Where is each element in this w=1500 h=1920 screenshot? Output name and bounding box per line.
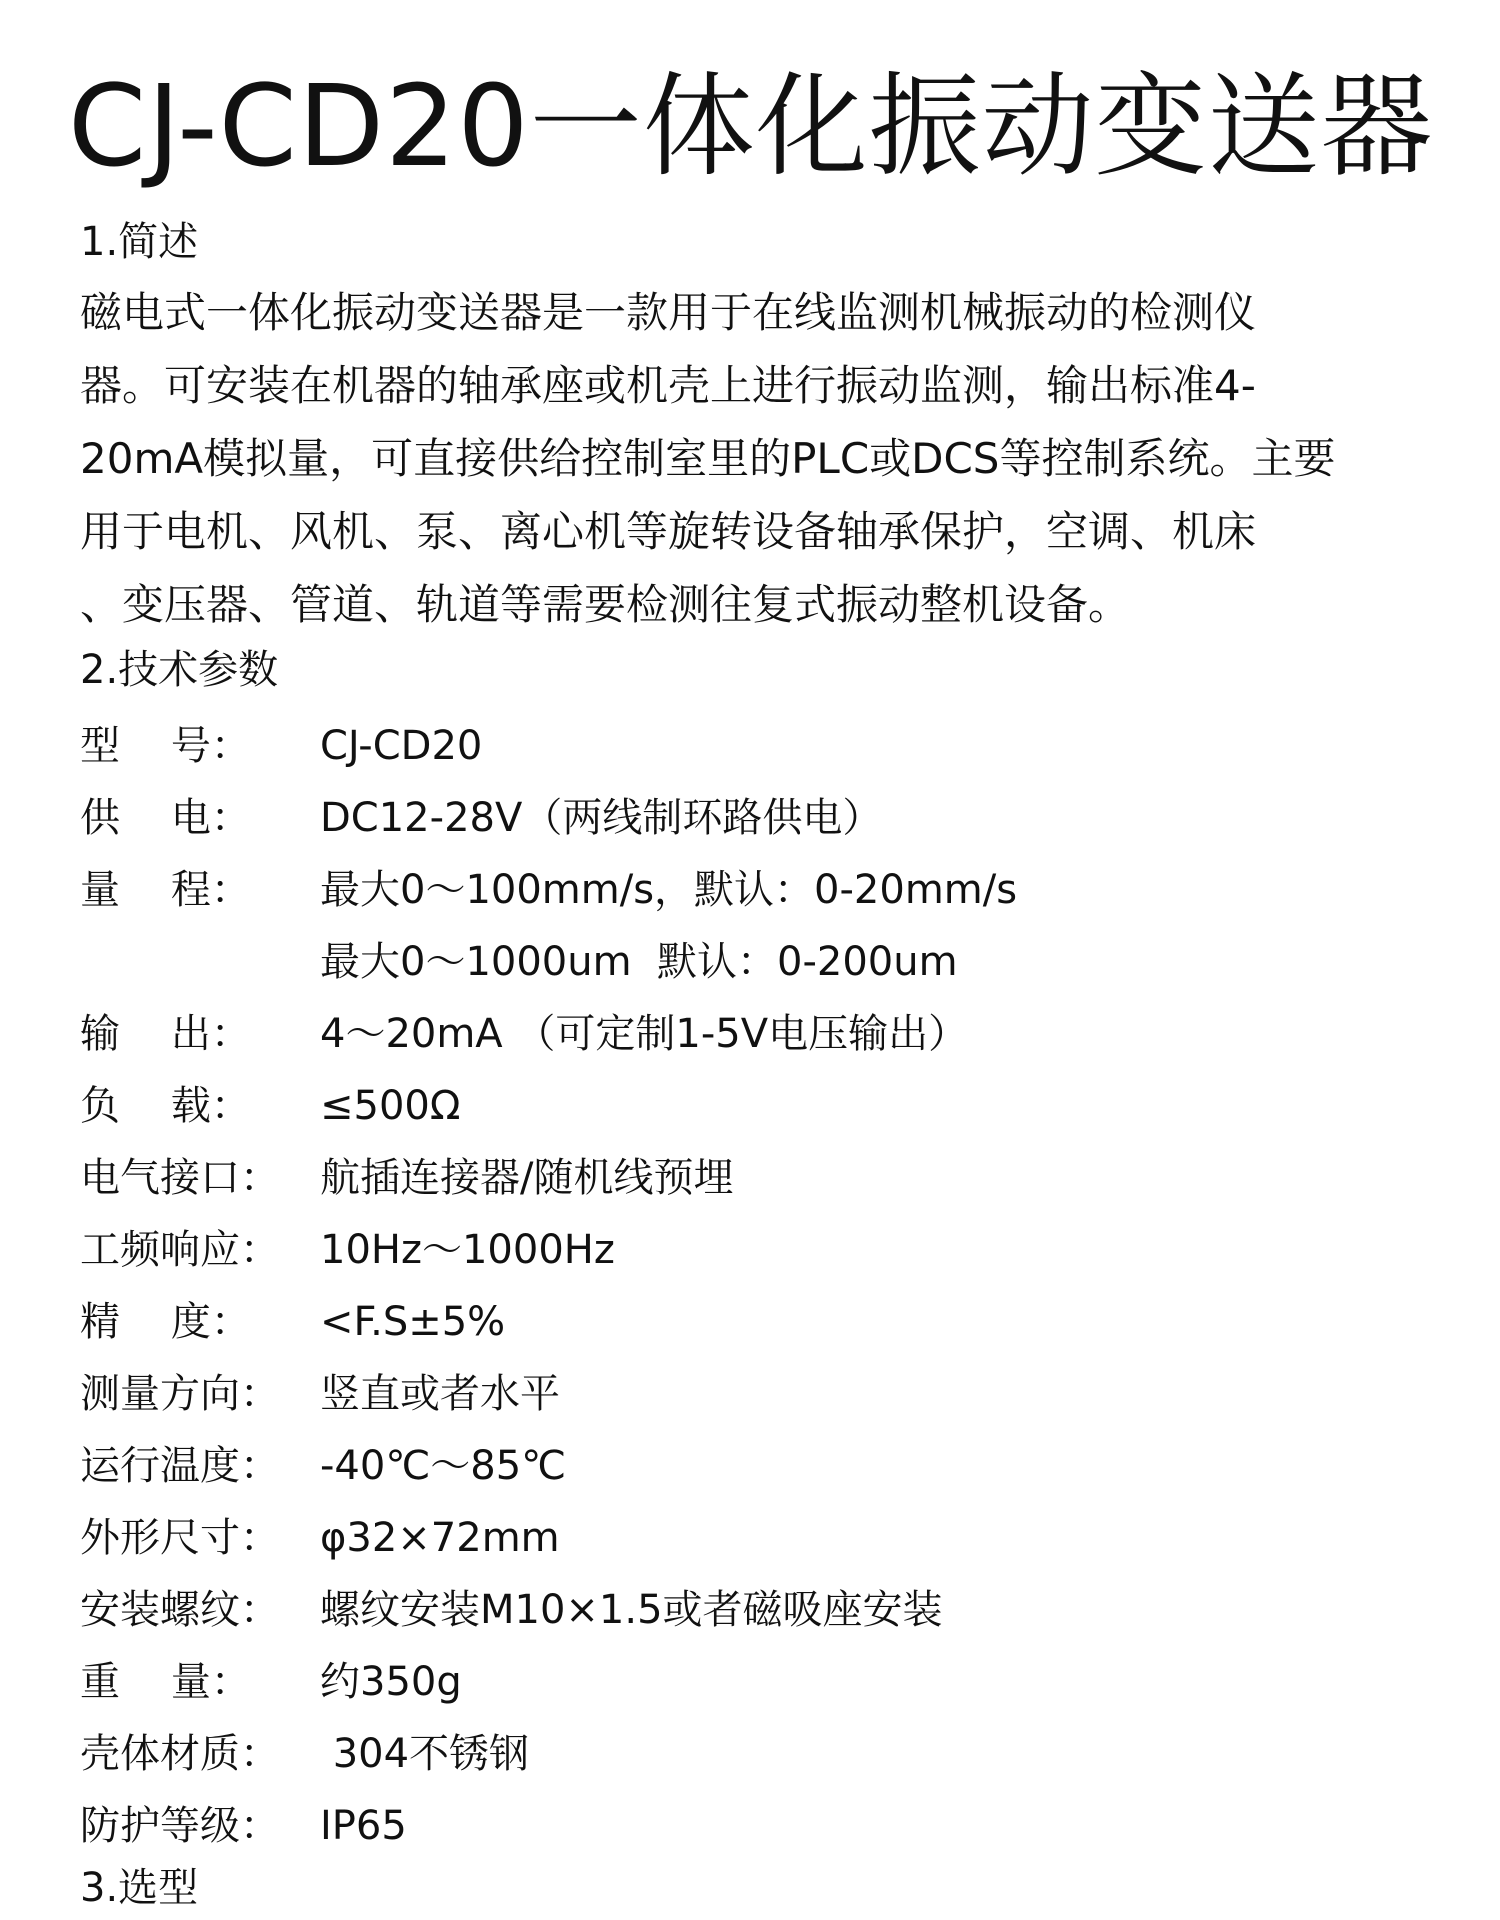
spec-value: 约350g	[320, 1659, 462, 1705]
spec-value: 竖直或者水平	[320, 1371, 560, 1417]
spec-row-range-displacement	[80, 934, 958, 990]
spec-label: 安装螺纹：	[80, 1587, 280, 1633]
spec-label: 输 出：	[80, 1011, 251, 1057]
spec-value: ≤500Ω	[320, 1083, 461, 1129]
spec-label: 防护等级：	[80, 1803, 280, 1849]
paragraph-line: 20mA模拟量，可直接供给控制室里的PLC或DCS等控制系统。主要	[80, 434, 1336, 483]
spec-label: 供 电：	[80, 795, 251, 841]
spec-row-frequency-response	[80, 1222, 615, 1278]
spec-value: <F.S±5%	[320, 1299, 506, 1345]
spec-row-protection-rating	[80, 1798, 407, 1854]
spec-row-range	[80, 862, 1017, 918]
spec-value: 最大0～100mm/s，默认：0-20mm/s	[320, 867, 1018, 913]
spec-row-model	[80, 718, 482, 774]
overview-paragraph	[80, 276, 1440, 641]
spec-label: 工频响应：	[80, 1227, 280, 1273]
spec-label: 外形尺寸：	[80, 1515, 280, 1561]
paragraph-line: 磁电式一体化振动变送器是一款用于在线监测机械振动的检测仪	[80, 288, 1257, 337]
spec-row-power	[80, 790, 882, 846]
spec-row-accuracy	[80, 1294, 505, 1350]
spec-row-weight	[80, 1654, 462, 1710]
spec-label: 壳体材质：	[80, 1731, 280, 1777]
spec-row-housing-material	[80, 1726, 529, 1782]
spec-label: 运行温度：	[80, 1443, 280, 1489]
spec-value: 最大0～1000um 默认：0-200um	[320, 939, 958, 985]
paragraph-line: 器。可安装在机器的轴承座或机壳上进行振动监测，输出标准4-	[80, 361, 1256, 410]
spec-value: -40℃～85℃	[320, 1443, 567, 1489]
spec-value: φ32×72mm	[320, 1515, 560, 1561]
spec-row-connector	[80, 1150, 733, 1206]
section-heading-selection: 3.选型	[80, 1865, 199, 1911]
section-heading-specs: 2.技术参数	[80, 647, 279, 693]
spec-label: 精 度：	[80, 1299, 251, 1345]
spec-row-output	[80, 1006, 968, 1062]
section-heading-overview: 1.简述	[80, 219, 199, 265]
spec-value: 304不锈钢	[320, 1731, 530, 1777]
spec-row-mounting-thread	[80, 1582, 943, 1638]
spec-value: 4～20mA （可定制1-5V电压输出）	[320, 1011, 969, 1057]
spec-value: 航插连接器/随机线预埋	[320, 1155, 734, 1201]
spec-row-direction	[80, 1366, 560, 1422]
spec-label: 负 载：	[80, 1083, 251, 1129]
spec-label: 量 程：	[80, 867, 251, 913]
spec-row-load	[80, 1078, 460, 1134]
spec-value: IP65	[320, 1803, 407, 1849]
page-title: CJ-CD20一体化振动变送器	[68, 62, 1434, 192]
spec-label: 电气接口：	[80, 1155, 280, 1201]
spec-row-temperature	[80, 1438, 566, 1494]
spec-label: 测量方向：	[80, 1371, 280, 1417]
spec-label: 型 号：	[80, 723, 251, 769]
paragraph-line: 用于电机、风机、泵、离心机等旋转设备轴承保护，空调、机床	[80, 507, 1257, 556]
spec-row-dimensions	[80, 1510, 560, 1566]
spec-label: 重 量：	[80, 1659, 251, 1705]
spec-value: 10Hz～1000Hz	[320, 1227, 615, 1273]
paragraph-line: 、变压器、管道、轨道等需要检测往复式振动整机设备。	[80, 580, 1131, 629]
spec-value: 螺纹安装M10×1.5或者磁吸座安装	[320, 1587, 943, 1633]
spec-value: DC12-28V（两线制环路供电）	[320, 795, 883, 841]
spec-value: CJ-CD20	[320, 723, 483, 769]
